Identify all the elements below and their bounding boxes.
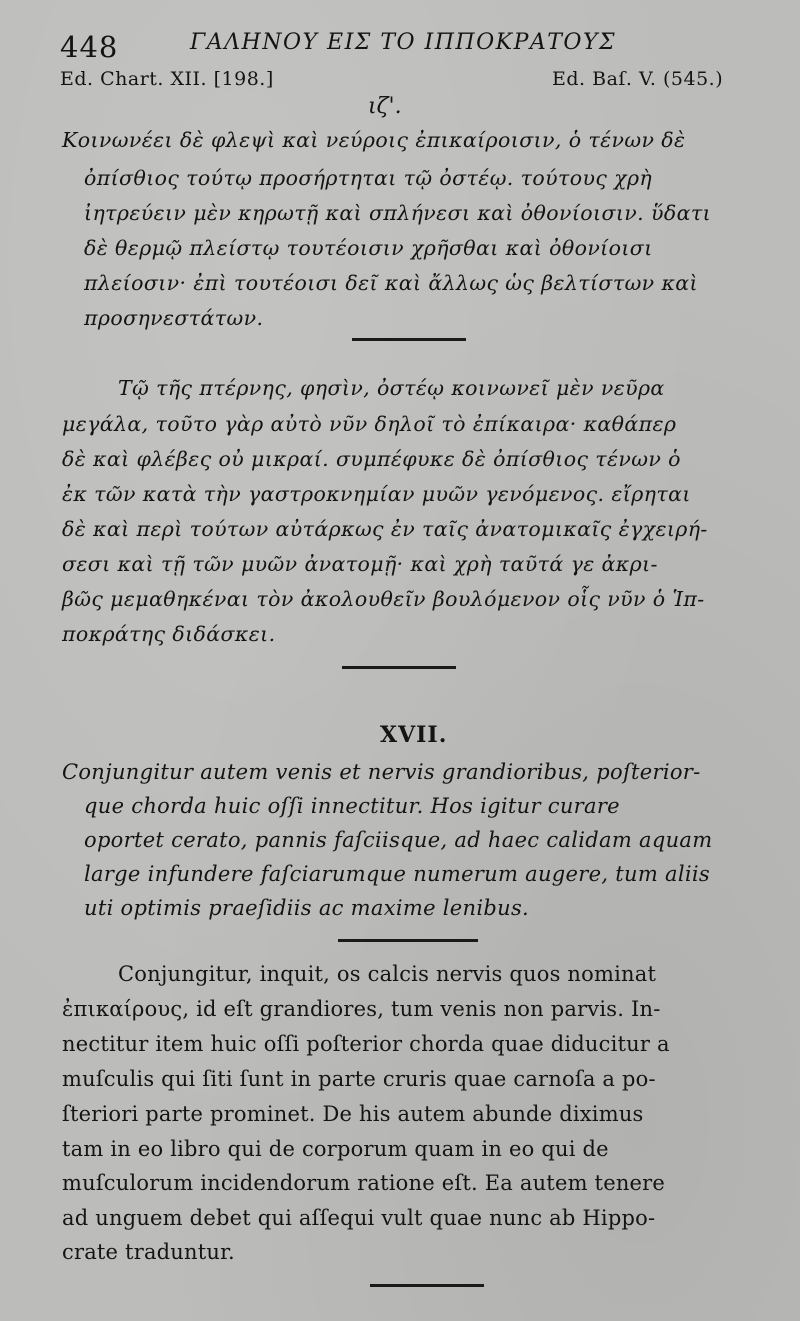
section-divider (370, 1284, 484, 1287)
greek-section-number: ιζ'. (368, 94, 402, 119)
latin-commentary-line: ἐπικαίρους, id eſt grandiores, tum venis non parvis. In- (62, 997, 661, 1021)
greek-commentary-line: δὲ καὶ φλέβες οὐ μικραί. συμπέφυκε δὲ ὀπίσθιος τένων ὁ (62, 447, 681, 471)
latin-aphorism-line: uti optimis praeſidiis ac maxime lenibus. (84, 896, 529, 920)
latin-commentary-line: muſculorum incidendorum ratione eſt. Ea autem tenere (62, 1171, 666, 1195)
section-divider (338, 939, 478, 942)
latin-commentary-line: Conjungitur, inquit, os calcis nervis quos nominat (118, 962, 657, 986)
latin-commentary-line: tam in eo libro qui de corporum quam in eo qui de (62, 1137, 609, 1161)
latin-commentary-line: nectitur item huic oſſi poſterior chorda quae diducitur a (62, 1032, 670, 1056)
greek-commentary-line: ἐκ τῶν κατὰ τὴν γαστροκνημίαν μυῶν γενόμενος. εἴρηται (62, 482, 691, 506)
greek-aphorism-line: δὲ θερμῷ πλείστῳ τουτέοισιν χρῆσθαι καὶ ὀθονίοισι (84, 236, 653, 260)
edition-reference-right: Ed. Baſ. V. (545.) (552, 68, 724, 90)
greek-aphorism-line: Κοινωνέει δὲ φλεψὶ καὶ νεύροις ἐπικαίροισιν, ὁ τένων δὲ (62, 128, 686, 152)
page-number: 448 (60, 30, 119, 64)
greek-commentary-line: δὲ καὶ περὶ τούτων αὐτάρκως ἐν ταῖς ἀνατομικαῖς ἐγχειρή- (62, 517, 708, 541)
latin-aphorism-line: que chorda huic oſſi innectitur. Hos igitur curare (84, 794, 620, 818)
edition-reference-left: Ed. Chart. XII. [198.] (60, 68, 274, 90)
greek-commentary-line: σεσι καὶ τῇ τῶν μυῶν ἀνατομῇ· καὶ χρὴ ταῦτά γε ἀκρι- (62, 552, 658, 576)
greek-commentary-line: βῶς μεμαθηκέναι τὸν ἀκολουθεῖν βουλόμενον οἷς νῦν ὁ Ἱπ- (62, 587, 705, 611)
running-title: ΓΑΛΗΝΟΥ ΕΙΣ ΤΟ ΙΠΠΟΚΡΑΤΟΥΣ (190, 30, 617, 55)
latin-commentary-line: crate traduntur. (62, 1240, 235, 1264)
greek-aphorism-line: προσηνεστάτων. (84, 306, 264, 330)
latin-section-heading: XVII. (380, 722, 448, 748)
greek-commentary-line: Τῷ τῆς πτέρνης, φησὶν, ὀστέῳ κοινωνεῖ μὲν νεῦρα (118, 376, 665, 400)
greek-aphorism-line: πλείοσιν· ἐπὶ τουτέοισι δεῖ καὶ ἄλλως ὡς βελτίστων καὶ (84, 271, 698, 295)
latin-commentary-line: ad unguem debet qui aſſequi vult quae nunc ab Hippo- (62, 1206, 656, 1230)
greek-commentary-line: μεγάλα, τοῦτο γὰρ αὐτὸ νῦν δηλοῖ τὸ ἐπίκαιρα· καθάπερ (62, 412, 677, 436)
section-divider (342, 666, 456, 669)
greek-aphorism-line: ὀπίσθιος τούτῳ προσήρτηται τῷ ὀστέῳ. τούτους χρὴ (84, 166, 653, 190)
latin-commentary-line: ſteriori parte prominet. De his autem abunde diximus (62, 1102, 644, 1126)
latin-aphorism-line: large infundere faſciarumque numerum augere, tum aliis (84, 862, 710, 886)
section-divider (352, 338, 466, 341)
greek-commentary-line: ποκράτης διδάσκει. (62, 622, 276, 646)
latin-commentary-line: muſculis qui ſiti ſunt in parte cruris quae carnoſa a po- (62, 1067, 656, 1091)
latin-aphorism-line: Conjungitur autem venis et nervis grandioribus, poſterior- (62, 760, 701, 784)
greek-aphorism-line: ἰητρεύειν μὲν κηρωτῇ καὶ σπλήνεσι καὶ ὀθονίοισιν. ὕδατι (84, 201, 712, 225)
latin-aphorism-line: oportet cerato, pannis faſciisque, ad haec calidam aquam (84, 828, 713, 852)
